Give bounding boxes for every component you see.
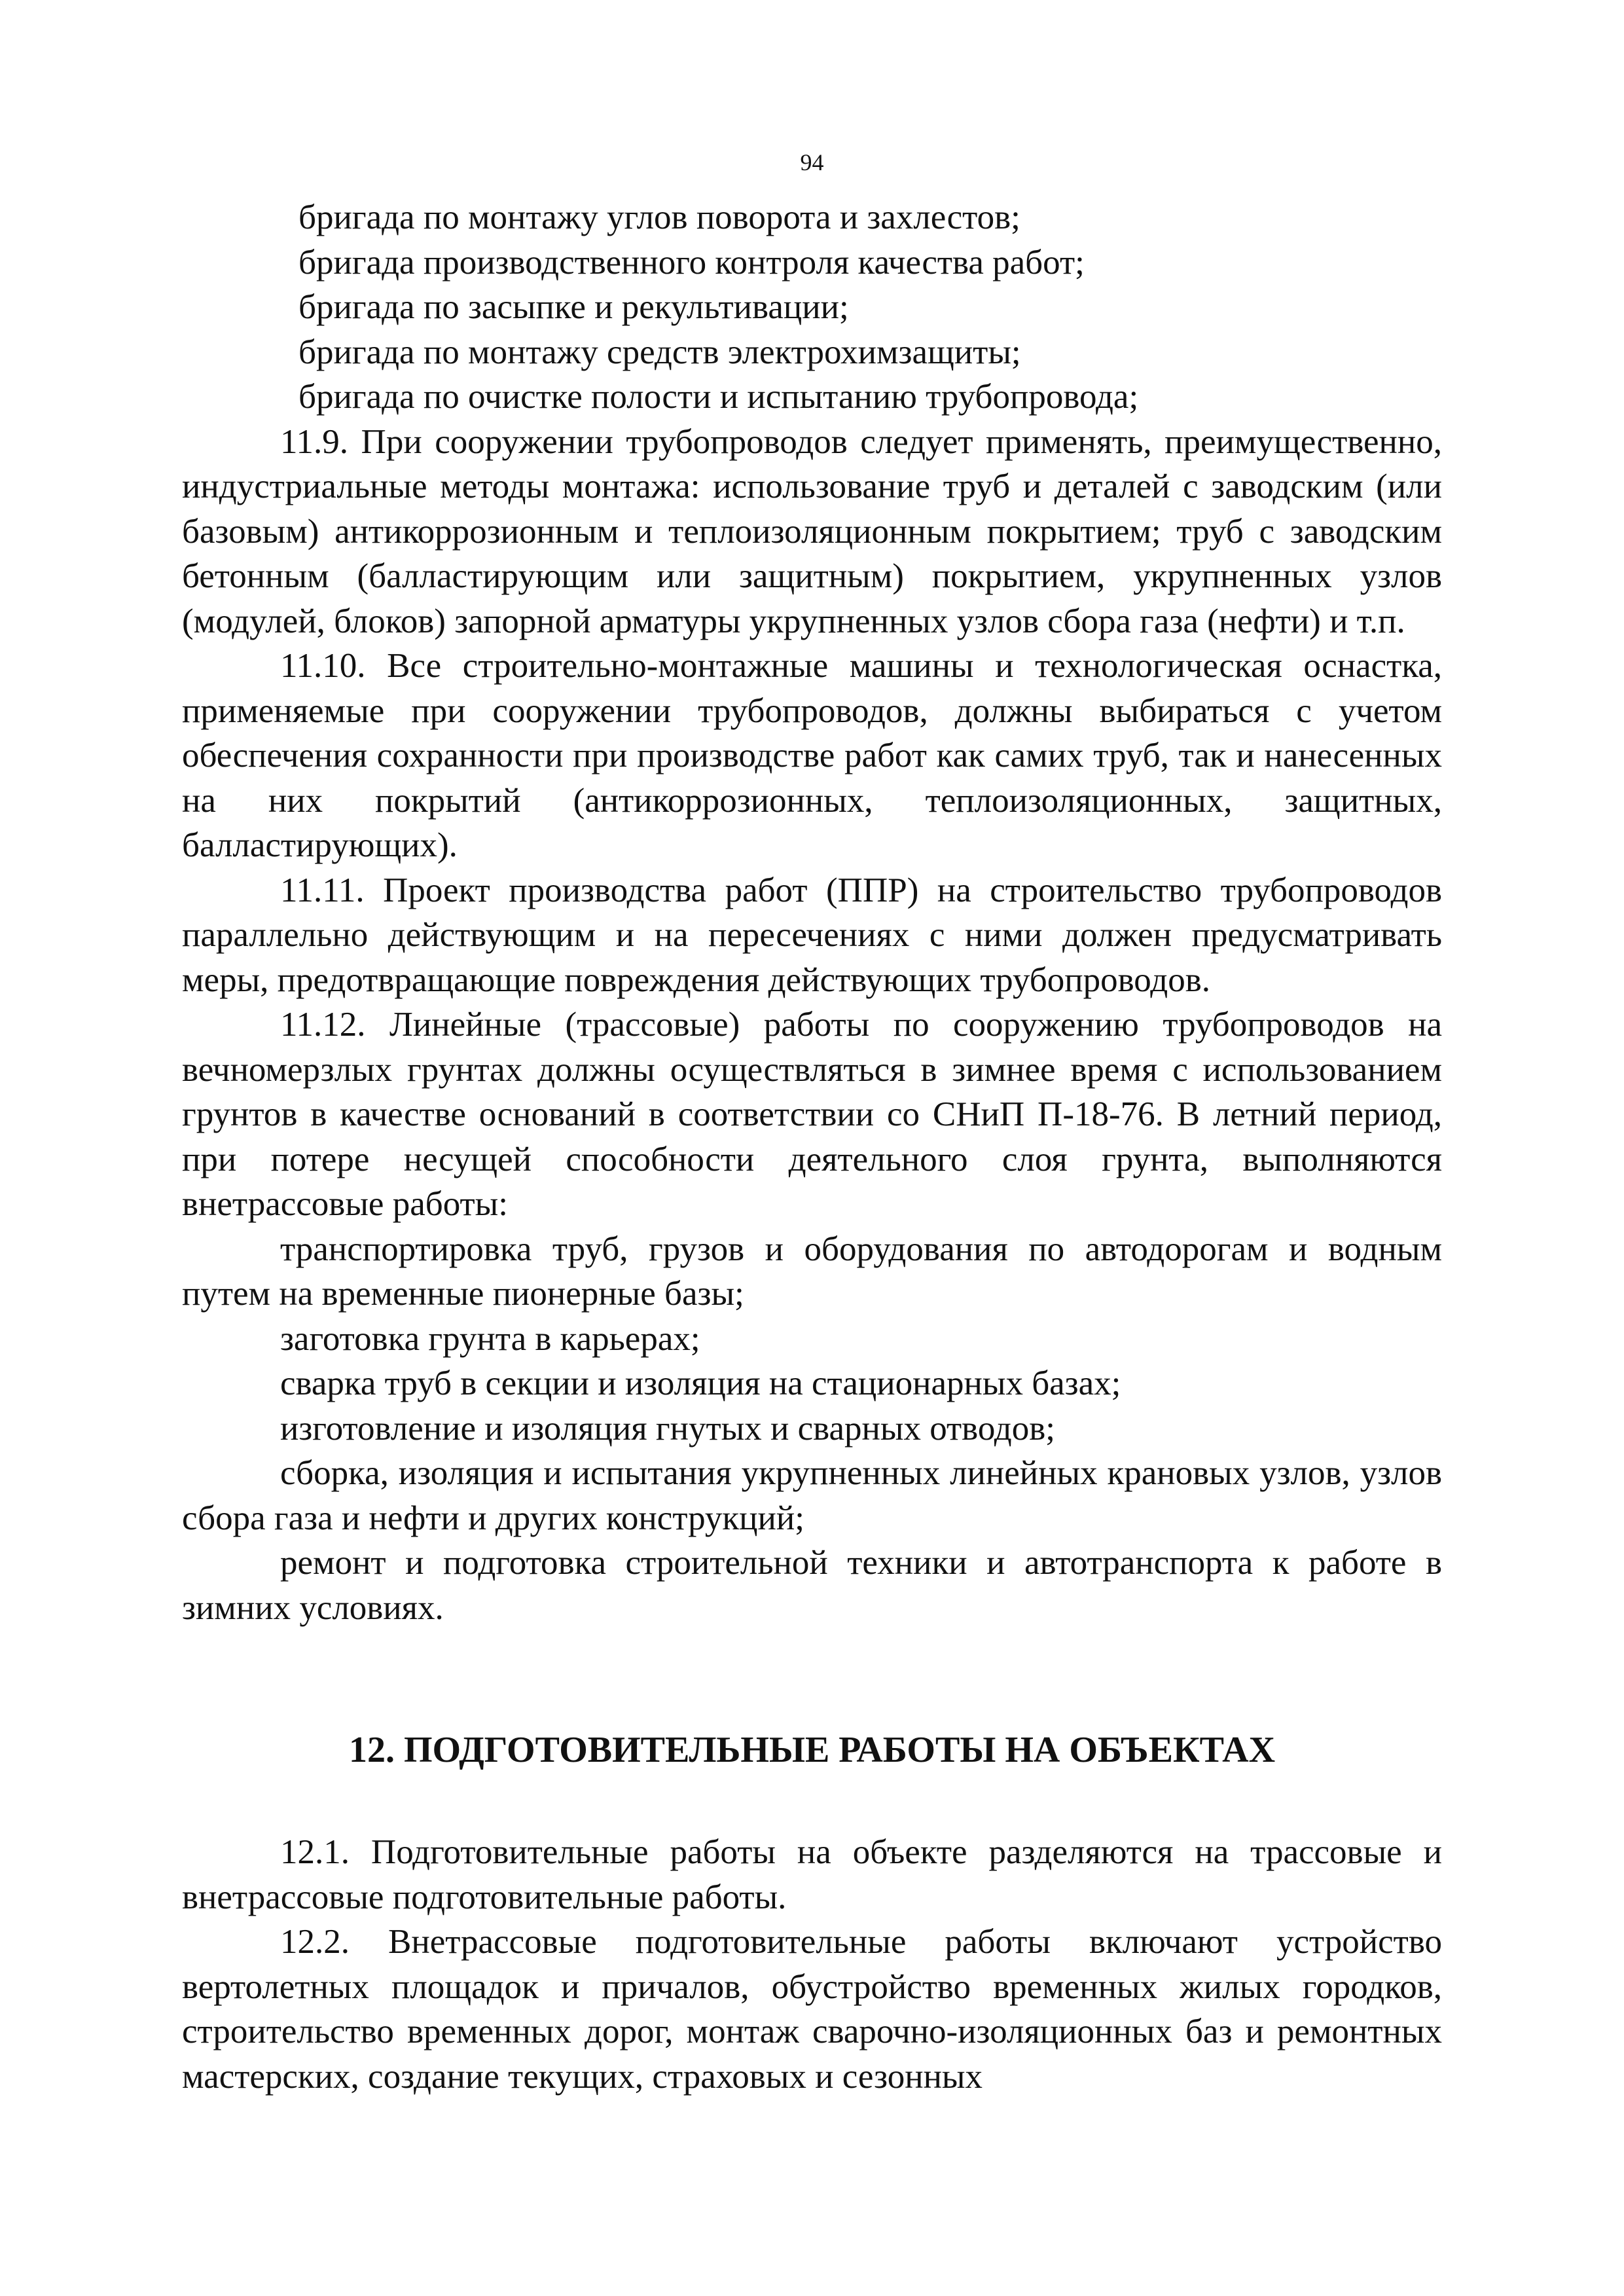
- list-item: заготовка грунта в карьерах;: [280, 1319, 700, 1358]
- list-item: сварка труб в секции и изоляция на стационарных базах;: [280, 1364, 1121, 1402]
- paragraph-11-11: 11.11. Проект производства работ (ППР) на строительство трубопроводов параллельно действующим и на пересечениях с ними должен предусматривать меры, предотвращающие повреждения действующих трубопроводов.: [182, 871, 1442, 999]
- list-item: ремонт и подготовка строительной техники и автотранспорта к работе в зимних условиях.: [182, 1544, 1442, 1627]
- paragraph-12-2: 12.2. Внетрассовые подготовительные работы включают устройство вертолетных площадок и причалов, обустройство временных жилых городков, строительство временных дорог, монтаж сварочно-изоляционных баз и ремонтных мастерских, создание текущих, страховых и сезонных: [182, 1923, 1442, 2096]
- list-item: бригада по очистке полости и испытанию трубопровода;: [298, 378, 1139, 416]
- page-number: 94: [800, 149, 824, 175]
- list-item: бригада по монтажу углов поворота и захлестов;: [298, 198, 1020, 236]
- list-item: сборка, изоляция и испытания укрупненных линейных крановых узлов, узлов сбора газа и нефти и других конструкций;: [182, 1454, 1442, 1537]
- list-item: транспортировка труб, грузов и оборудования по автодорогам и водным путем на временные пионерные базы;: [182, 1230, 1442, 1313]
- body-text-lower: [182, 1830, 1442, 2099]
- paragraph-12-1: 12.1. Подготовительные работы на объекте разделяются на трассовые и внетрассовые подготовительные работы.: [182, 1833, 1442, 1916]
- list-item: изготовление и изоляция гнутых и сварных отводов;: [280, 1409, 1056, 1448]
- body-text-upper: [182, 195, 1442, 1630]
- list-item: бригада производственного контроля качества работ;: [298, 243, 1085, 282]
- list-item: бригада по засыпке и рекультивации;: [298, 288, 849, 326]
- paragraph-11-9: 11.9. При сооружении трубопроводов следует применять, преимущественно, индустриальные методы монтажа: использование труб и деталей с заводским (или базовым) антикоррозионным и теплоизоляционным покрытием; труб с заводским бетонным (балластирующим или защитным) покрытием, укрупненных узлов (модулей, блоков) запорной арматуры укрупненных узлов сбора газа (нефти) и т.п.: [182, 422, 1442, 640]
- section-heading: 12. ПОДГОТОВИТЕЛЬНЫЕ РАБОТЫ НА ОБЪЕКТАХ: [348, 1730, 1276, 1770]
- list-item: бригада по монтажу средств электрохимзащиты;: [298, 333, 1021, 371]
- paragraph-11-12: 11.12. Линейные (трассовые) работы по сооружению трубопроводов на вечномерзлых грунтах должны осуществляться в зимнее время с использованием грунтов в качестве оснований в соответствии со СНиП П-18-76. В летний период, при потере несущей способности деятельного слоя грунта, выполняются внетрассовые работы:: [182, 1006, 1442, 1223]
- paragraph-11-10: 11.10. Все строительно-монтажные машины и технологическая оснастка, применяемые при сооружении трубопроводов, должны выбираться с учетом обеспечения сохранности при производстве работ как самих труб, так и нанесенных на них покрытий (антикоррозионных, теплоизоляционных, защитных, балластирующих).: [182, 647, 1442, 864]
